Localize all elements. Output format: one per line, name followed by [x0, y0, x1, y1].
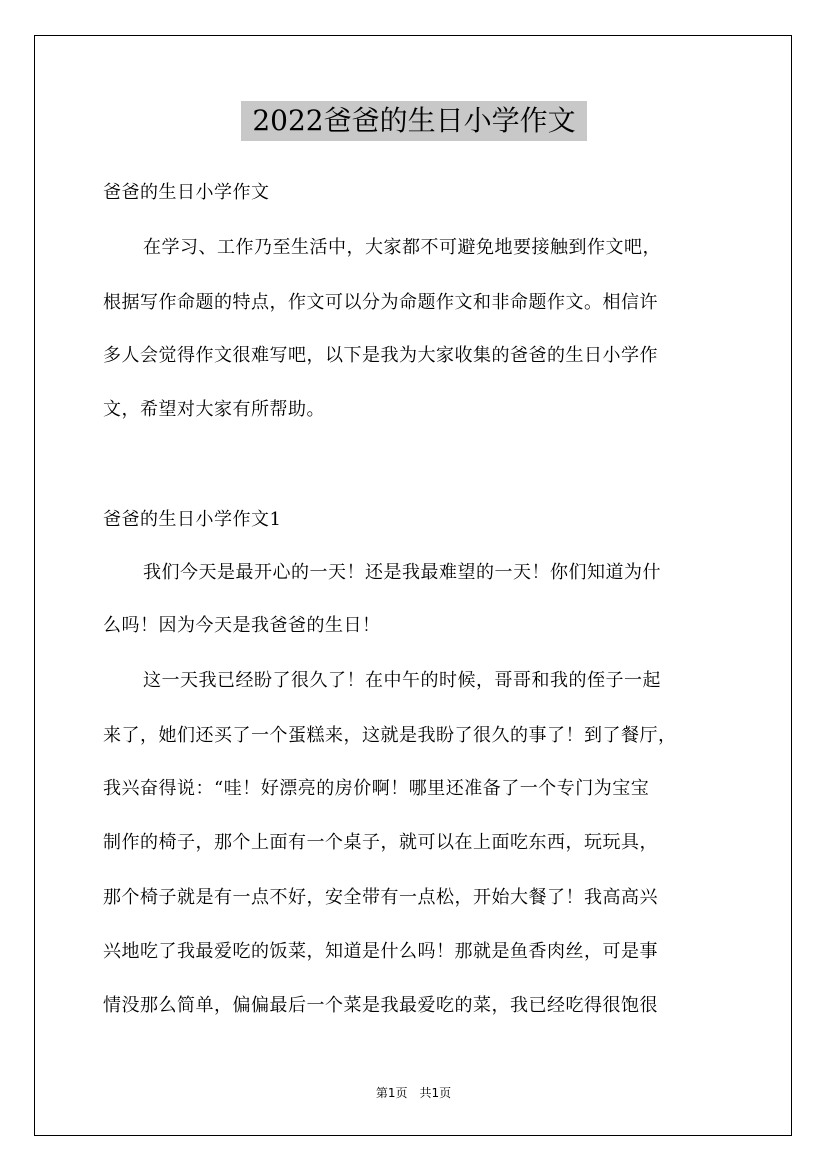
paragraph-line: 来了，她们还买了一个蛋糕来，这就是我盼了很久的事了！到了餐厅，: [103, 725, 677, 746]
paragraph-line: 我们今天是最开心的一天！还是我最难望的一天！你们知道为什: [143, 562, 661, 583]
paragraph-line: 情没那么简单，偏偏最后一个菜是我最爱吃的菜，我已经吃得很饱很: [103, 995, 658, 1016]
paragraph-line: 兴地吃了我最爱吃的饭菜，知道是什么吗！那就是鱼香肉丝，可是事: [103, 941, 658, 962]
paragraph-line: 我兴奋得说：“哇！好漂亮的房价啊！哪里还准备了一个专门为宝宝: [103, 778, 650, 799]
paragraph-line: 那个椅子就是有一点不好，安全带有一点松，开始大餐了！我高高兴: [103, 887, 658, 908]
paragraph-line: 这一天我已经盼了很久了！在中午的时候，哥哥和我的侄子一起: [143, 670, 661, 691]
intro-line: 根据写作命题的特点，作文可以分为命题作文和非命题作文。相信许: [103, 292, 658, 313]
paragraph-line: 制作的椅子，那个上面有一个桌子，就可以在上面吃东西，玩玩具，: [103, 832, 658, 853]
page-total: 共1页: [419, 1086, 452, 1100]
page-footer: [0, 1084, 827, 1101]
paragraph-line: 么吗！因为今天是我爸爸的生日！: [103, 615, 381, 636]
page-number: 第1页: [375, 1086, 408, 1100]
section-heading: 爸爸的生日小学作文1: [103, 509, 282, 530]
intro-line: 文，希望对大家有所帮助。: [103, 399, 325, 420]
document-title: 2022爸爸的生日小学作文: [241, 101, 587, 141]
intro-line: 在学习、工作乃至生活中，大家都不可避免地要接触到作文吧，: [143, 237, 661, 258]
section-heading: 爸爸的生日小学作文: [103, 182, 270, 203]
intro-line: 多人会觉得作文很难写吧，以下是我为大家收集的爸爸的生日小学作: [103, 345, 658, 366]
